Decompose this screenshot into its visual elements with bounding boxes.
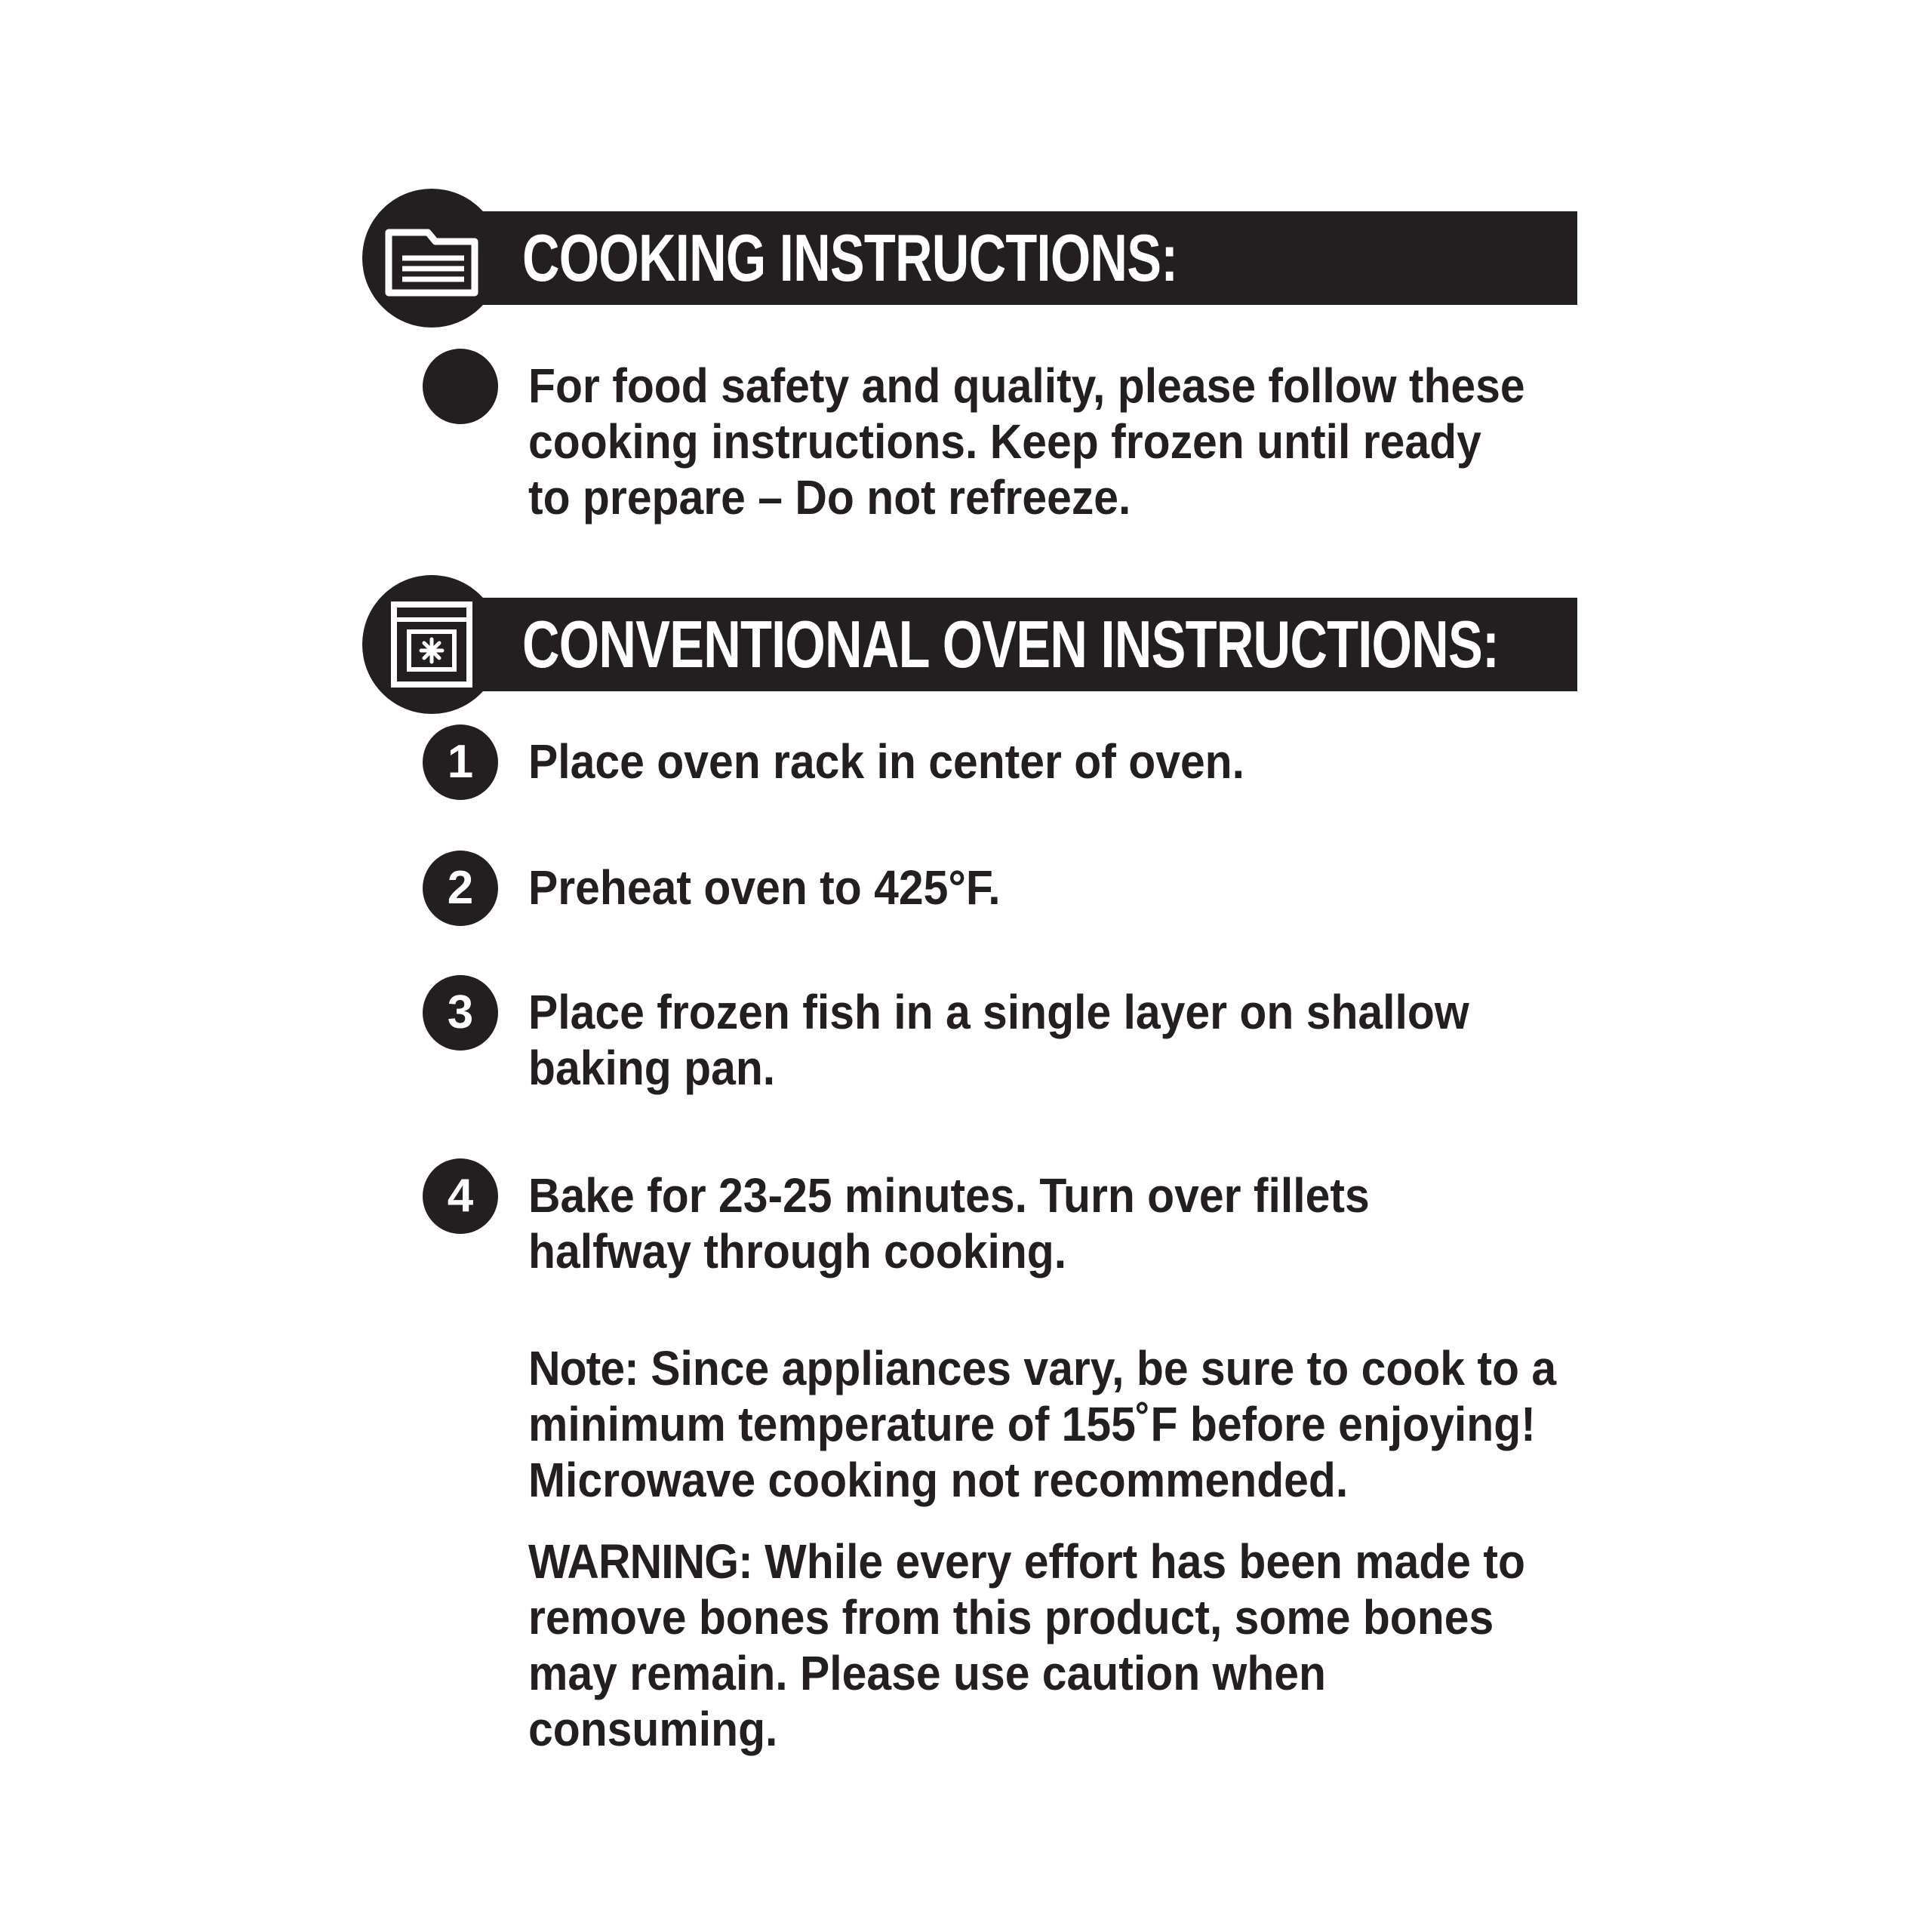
step-text (528, 860, 1514, 915)
step-line: Place oven rack in center of oven. (528, 734, 1245, 789)
step-number-badge: 1 (423, 724, 498, 800)
step-text (528, 734, 1514, 789)
note-label: Note: (528, 1341, 638, 1395)
warning-line: consuming. (528, 1702, 778, 1756)
step-number-badge: 2 (423, 851, 498, 926)
cooking-header-title: COOKING INSTRUCTIONS: (522, 220, 1178, 295)
step-text (528, 1168, 1514, 1279)
oven-header-title: CONVENTIONAL OVEN INSTRUCTIONS: (522, 607, 1500, 681)
note-first-line (528, 1340, 1557, 1396)
warning-first-line (528, 1534, 1525, 1589)
step-line: Place frozen fish in a single layer on shallow (528, 985, 1469, 1039)
step-number-badge: 3 (423, 975, 498, 1051)
intro-line: to prepare – Do not refreeze. (528, 470, 1131, 525)
warning-first-line-text: While every effort has been made to (752, 1534, 1525, 1589)
step-line: Preheat oven to 425°F. (528, 860, 1001, 915)
step-number-badge: 4 (423, 1158, 498, 1234)
note-line: Microwave cooking not recommended. (528, 1453, 1349, 1507)
intro-line: For food safety and quality, please follow these (528, 358, 1525, 413)
warning-line: remove bones from this product, some bones (528, 1590, 1494, 1644)
step-line: Bake for 23-25 minutes. Turn over fillets (528, 1168, 1370, 1223)
warning-text (528, 1534, 1525, 1757)
oven-icon (389, 600, 474, 689)
note-first-line-text: Since appliances vary, be sure to cook to a (638, 1341, 1557, 1395)
intro-bullet (423, 349, 498, 424)
warning-label: WARNING: (528, 1534, 752, 1589)
note-text (528, 1340, 1557, 1508)
step-line: halfway through cooking. (528, 1224, 1067, 1278)
step-line: baking pan. (528, 1041, 776, 1095)
intro-text (528, 358, 1525, 525)
warning-line: may remain. Please use caution when (528, 1646, 1326, 1700)
step-text (528, 984, 1514, 1096)
intro-line: cooking instructions. Keep frozen until ready (528, 414, 1481, 469)
note-line: minimum temperature of 155˚F before enjoying! (528, 1397, 1536, 1451)
menu-card-icon (381, 226, 482, 299)
